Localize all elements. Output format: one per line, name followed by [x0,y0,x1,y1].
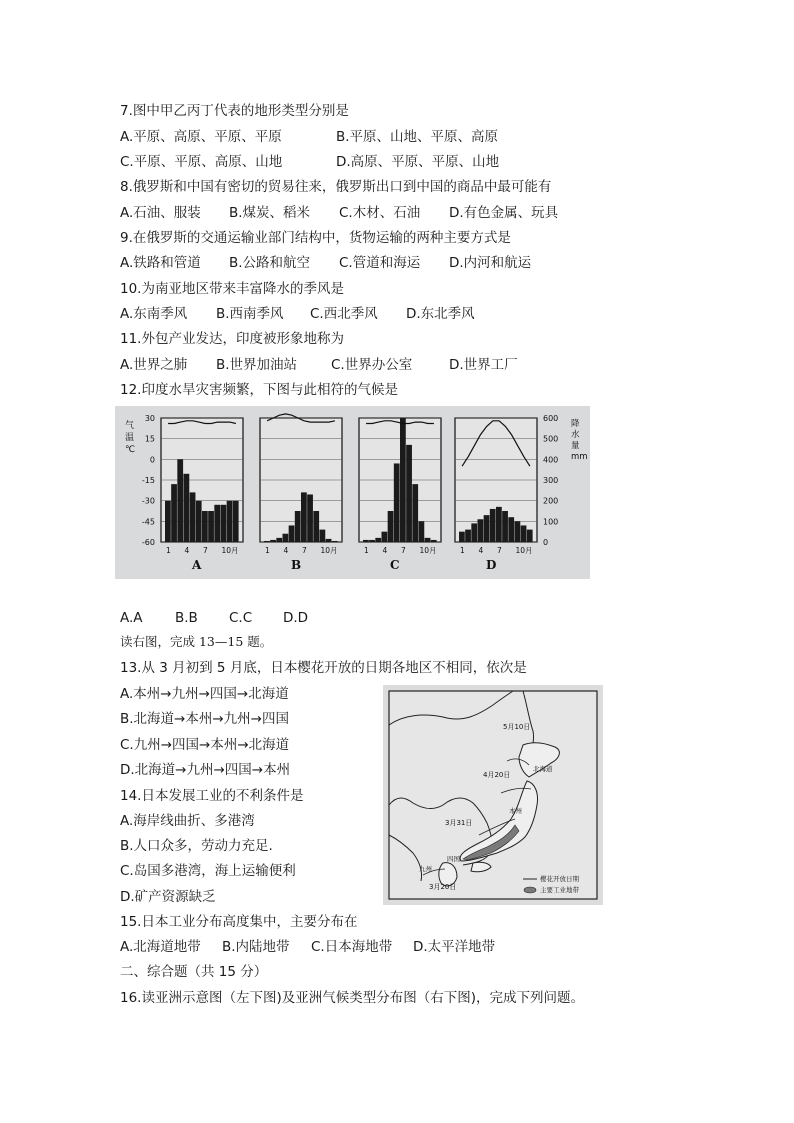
q13-option-b: B.北海道→本州→九州→四国 [120,711,289,727]
precip-bar [221,505,227,542]
q8-option-c: C.木材、石油 [339,205,421,221]
precip-bar [276,538,282,542]
climate-panels [161,414,537,572]
q12-option-a: A.A [120,610,143,626]
q12-stem: 12.印度水旱灾害频繁，下图与此相符的气候是 [120,382,398,398]
month-tick-label: 10月 [419,546,437,555]
precip-bar [400,418,406,542]
q7-option-b: B.平原、山地、平原、高原 [336,129,499,145]
q10-option-d: D.东北季风 [406,306,475,322]
panel-label-D: D [486,558,497,572]
q15-option-a: A.北海道地带 [120,939,201,955]
honshu-label: 本州 [509,807,522,815]
month-tick-label: 1 [364,546,369,555]
precip-bar [431,540,437,542]
panel-label-C: C [390,558,400,572]
climate-chart-figure [115,406,590,579]
q14-option-a: A.海岸线曲折、多港湾 [120,813,255,829]
temp-axis-title-char: 气 [125,421,135,431]
q15-stem: 15.日本工业分布高度集中，主要分布在 [120,914,358,930]
precip-axis-title-char: 量 [571,441,580,451]
precip-bar [478,519,484,542]
q12-option-b: B.B [175,610,198,626]
temp-tick-label: -30 [141,496,155,506]
month-tick-label: 10月 [320,546,338,555]
precip-bar [307,494,313,542]
q8-option-a: A.石油、服装 [120,205,201,221]
precip-bar [233,501,239,542]
q13-stem: 13.从 3 月初到 5 月底，日本樱花开放的日期各地区不相同，依次是 [120,660,527,676]
date-label-may10: 5月10日 [503,723,531,731]
precip-bar [515,521,521,542]
q15-option-c: C.日本海地带 [311,939,393,955]
temp-tick-label: 30 [144,414,155,423]
q8-stem: 8.俄罗斯和中国有密切的贸易往来，俄罗斯出口到中国的商品中最可能有 [120,179,552,195]
precip-bar [419,521,425,542]
q14-option-c: C.岛国多港湾，海上运输便利 [120,863,296,879]
date-label-apr20: 4月20日 [483,771,511,779]
precip-bar [320,530,326,542]
precip-bar [369,540,375,542]
legend-industrial-belt: 主要工业地带 [540,886,579,894]
temp-tick-label: -45 [141,517,155,527]
q15-option-d: D.太平洋地带 [413,939,496,955]
japan-map-svg [383,685,603,905]
q7-option-c: C.平原、平原、高原、山地 [120,154,283,170]
q11-option-a: A.世界之肺 [120,357,188,373]
precip-tick-label: 300 [543,476,559,485]
precip-bar [202,511,208,542]
temperature-axis-ticks [142,414,155,547]
q9-option-d: D.内河和航运 [449,255,532,271]
precip-bar [313,511,319,542]
hokkaido-label: 北海道 [533,765,553,773]
precip-bar [295,511,301,542]
precip-bar [388,511,394,542]
q10-option-a: A.东南季风 [120,306,188,322]
precip-bar [177,459,183,542]
precip-axis-title-char: mm [571,452,588,462]
precip-bar [521,525,527,542]
q11-option-d: D.世界工厂 [449,357,518,373]
month-tick-label: 1 [265,546,270,555]
q7-option-a: A.平原、高原、平原、平原 [120,129,282,145]
precip-bar [270,540,276,542]
q9-stem: 9.在俄罗斯的交通运输业部门结构中，货物运输的两种主要方式是 [120,230,511,246]
month-tick-label: 10月 [221,546,239,555]
section-2-heading: 二、综合题（共 15 分） [120,964,268,980]
q10-option-b: B.西南季风 [216,306,284,322]
q14-stem: 14.日本发展工业的不利条件是 [120,788,304,804]
precip-bar [496,507,502,542]
precip-bar [412,484,418,542]
q9-option-b: B.公路和航空 [229,255,311,271]
legend-area-icon [524,887,536,893]
temp-axis-title-char: 温 [125,433,135,443]
q10-stem: 10.为南亚地区带来丰富降水的季风是 [120,281,344,297]
precip-bar [465,530,471,542]
precipitation-axis-title [571,418,588,462]
precip-bar [484,515,490,542]
q9-option-a: A.铁路和管道 [120,255,201,271]
climate-panel-C [359,418,441,572]
precip-bar [301,492,307,542]
reading-note: 读右图，完成 13—15 题。 [120,634,273,649]
precip-bar [471,523,477,542]
precip-axis-title-char: 水 [571,430,580,440]
q14-option-b: B.人口众多，劳动力充足. [120,838,273,854]
precip-bar [184,474,190,542]
precip-bar [326,539,332,542]
month-tick-label: 4 [184,546,190,555]
precip-bar [363,540,369,542]
precip-bar [190,492,196,542]
precip-bar [196,501,202,542]
q16-stem: 16.读亚洲示意图（左下图)及亚洲气候类型分布图（右下图)，完成下列问题。 [120,990,585,1006]
kyushu-label: 九州 [419,865,432,873]
q7-stem: 7.图中甲乙丙丁代表的地形类型分别是 [120,103,349,119]
month-tick-label: 1 [460,546,465,555]
precip-bar [459,532,465,542]
panel-label-B: B [291,558,302,572]
q14-option-d: D.矿产资源缺乏 [120,889,216,905]
q11-option-b: B.世界加油站 [216,357,298,373]
precip-tick-label: 100 [543,517,559,527]
temp-tick-label: 15 [144,434,155,444]
precip-bar [208,511,214,542]
q13-option-d: D.北海道→九州→四国→本州 [120,762,291,778]
month-tick-label: 7 [497,546,502,555]
precip-bar [171,484,177,542]
precip-tick-label: 500 [543,434,559,444]
temp-tick-label: 0 [149,455,155,465]
precip-bar [394,463,400,542]
climate-panel-D [455,418,537,572]
month-tick-label: 4 [382,546,388,555]
q7-option-d: D.高原、平原、平原、山地 [336,154,500,170]
month-tick-label: 1 [166,546,171,555]
q15-option-b: B.内陆地带 [222,939,290,955]
precip-bar [264,541,270,542]
precipitation-axis-ticks [543,414,558,547]
panel-label-A: A [192,558,202,572]
precip-bar [502,511,508,542]
q13-option-c: C.九州→四国→本州→北海道 [120,737,290,753]
month-tick-label: 7 [302,546,307,555]
temp-tick-label: -60 [141,538,155,547]
precip-bar [490,509,496,542]
date-label-mar31: 3月31日 [445,819,473,827]
q13-option-a: A.本州→九州→四国→北海道 [120,686,289,702]
legend-sakura-date: 樱花开放日期 [540,875,579,883]
precip-bar [375,538,381,542]
precip-axis-title-char: 降 [571,419,580,429]
precip-bar [508,517,514,542]
climate-panel-B [260,414,342,572]
precip-tick-label: 400 [543,455,559,465]
q8-option-b: B.煤炭、稻米 [229,205,311,221]
japan-sakura-map [383,685,603,905]
temp-tick-label: -15 [141,476,155,485]
precip-tick-label: 200 [543,496,559,506]
month-tick-label: 7 [203,546,208,555]
temperature-axis-title [125,419,135,455]
month-tick-label: 4 [283,546,289,555]
month-tick-label: 7 [401,546,406,555]
q8-option-d: D.有色金属、玩具 [449,205,559,221]
precip-bar [214,505,220,542]
month-tick-label: 4 [478,546,484,555]
q10-option-c: C.西北季风 [310,306,378,322]
precip-tick-label: 600 [543,414,559,423]
precip-bar [406,445,412,542]
q9-option-c: C.管道和海运 [339,255,421,271]
precip-bar [425,538,431,542]
date-label-mar20: 3月20日 [429,883,457,891]
climate-chart-svg [115,406,590,579]
q11-option-c: C.世界办公室 [331,357,413,373]
month-tick-label: 10月 [515,546,533,555]
precip-bar [382,532,388,542]
q11-stem: 11.外包产业发达，印度被形象地称为 [120,331,344,347]
temp-axis-title-char: ℃ [125,445,136,455]
q12-option-c: C.C [229,610,253,626]
precip-tick-label: 0 [543,538,549,547]
shikoku-label: 四国 [447,855,460,863]
q12-option-d: D.D [283,610,309,626]
precip-bar [289,525,295,542]
climate-panel-A [161,418,243,572]
precip-bar [227,501,233,542]
precip-bar [165,501,171,542]
precip-bar [527,530,533,542]
precip-bar [283,534,289,542]
precip-bar [332,541,338,542]
